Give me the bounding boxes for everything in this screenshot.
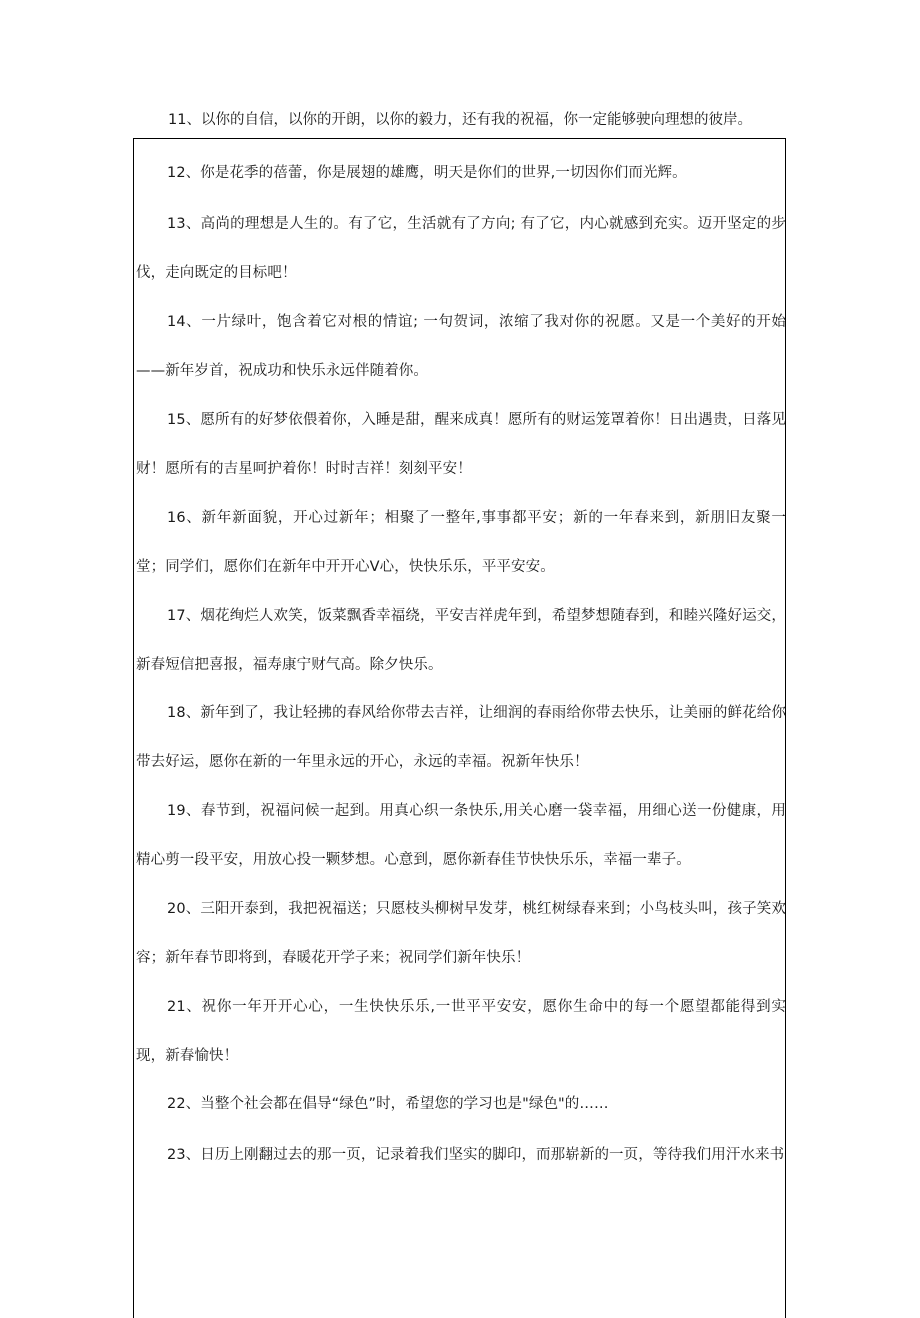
paragraph-21: 21、祝你一年开开心心，一生快快乐乐,一世平平安安，愿你生命中的每一个愿望都能得到实现，新春愉快！ <box>136 999 786 1064</box>
paragraph-22: 22、当整个社会都在倡导“绿色”时，希望您的学习也是"绿色"的…… <box>167 1096 609 1112</box>
paragraph-16: 16、新年新面貌，开心过新年；相聚了一整年,事事都平安；新的一年春来到，新朋旧友聚一堂；同学们，愿你们在新年中开开心V心，快快乐乐，平平安安。 <box>136 510 786 575</box>
paragraph-20: 20、三阳开泰到，我把祝福送；只愿枝头柳树早发芽，桃红树绿春来到；小鸟枝头叫，孩子笑欢容；新年春节即将到，春暖花开学子来；祝同学们新年快乐！ <box>136 901 786 966</box>
paragraph-19: 19、春节到，祝福问候一起到。用真心织一条快乐,用关心磨一袋幸福，用细心送一份健康，用精心剪一段平安，用放心投一颗梦想。心意到，愿你新春佳节快快乐乐，幸福一辈子。 <box>136 803 786 868</box>
paragraph-13: 13、高尚的理想是人生的。有了它，生活就有了方向; 有了它，内心就感到充实。迈开坚定的步伐，走向既定的目标吧！ <box>136 216 786 281</box>
paragraph-18: 18、新年到了，我让轻拂的春风给你带去吉祥，让细润的春雨给你带去快乐，让美丽的鲜花给你带去好运，愿你在新的一年里永远的开心，永远的幸福。祝新年快乐！ <box>136 705 786 770</box>
paragraph-17: 17、烟花绚烂人欢笑，饭菜飘香幸福绕，平安吉祥虎年到，希望梦想随春到，和睦兴隆好运交，新春短信把喜报，福寿康宁财气高。除夕快乐。 <box>136 608 786 673</box>
paragraph-14: 14、一片绿叶，饱含着它对根的情谊; 一句贺词，浓缩了我对你的祝愿。又是一个美好的开始——新年岁首，祝成功和快乐永远伴随着你。 <box>136 314 786 379</box>
paragraph-11: 11、以你的自信，以你的开朗，以你的毅力，还有我的祝福，你一定能够驶向理想的彼岸。 <box>168 112 752 128</box>
paragraph-23: 23、日历上刚翻过去的那一页，记录着我们坚实的脚印，而那崭新的一页，等待我们用汗水来书 <box>167 1147 785 1163</box>
paragraph-15: 15、愿所有的好梦依偎着你，入睡是甜，醒来成真！愿所有的财运笼罩着你！日出遇贵，日落见财！愿所有的吉星呵护着你！时时吉祥！刻刻平安！ <box>136 412 786 477</box>
paragraph-12: 12、你是花季的蓓蕾，你是展翅的雄鹰，明天是你们的世界,一切因你们而光辉。 <box>167 165 687 181</box>
